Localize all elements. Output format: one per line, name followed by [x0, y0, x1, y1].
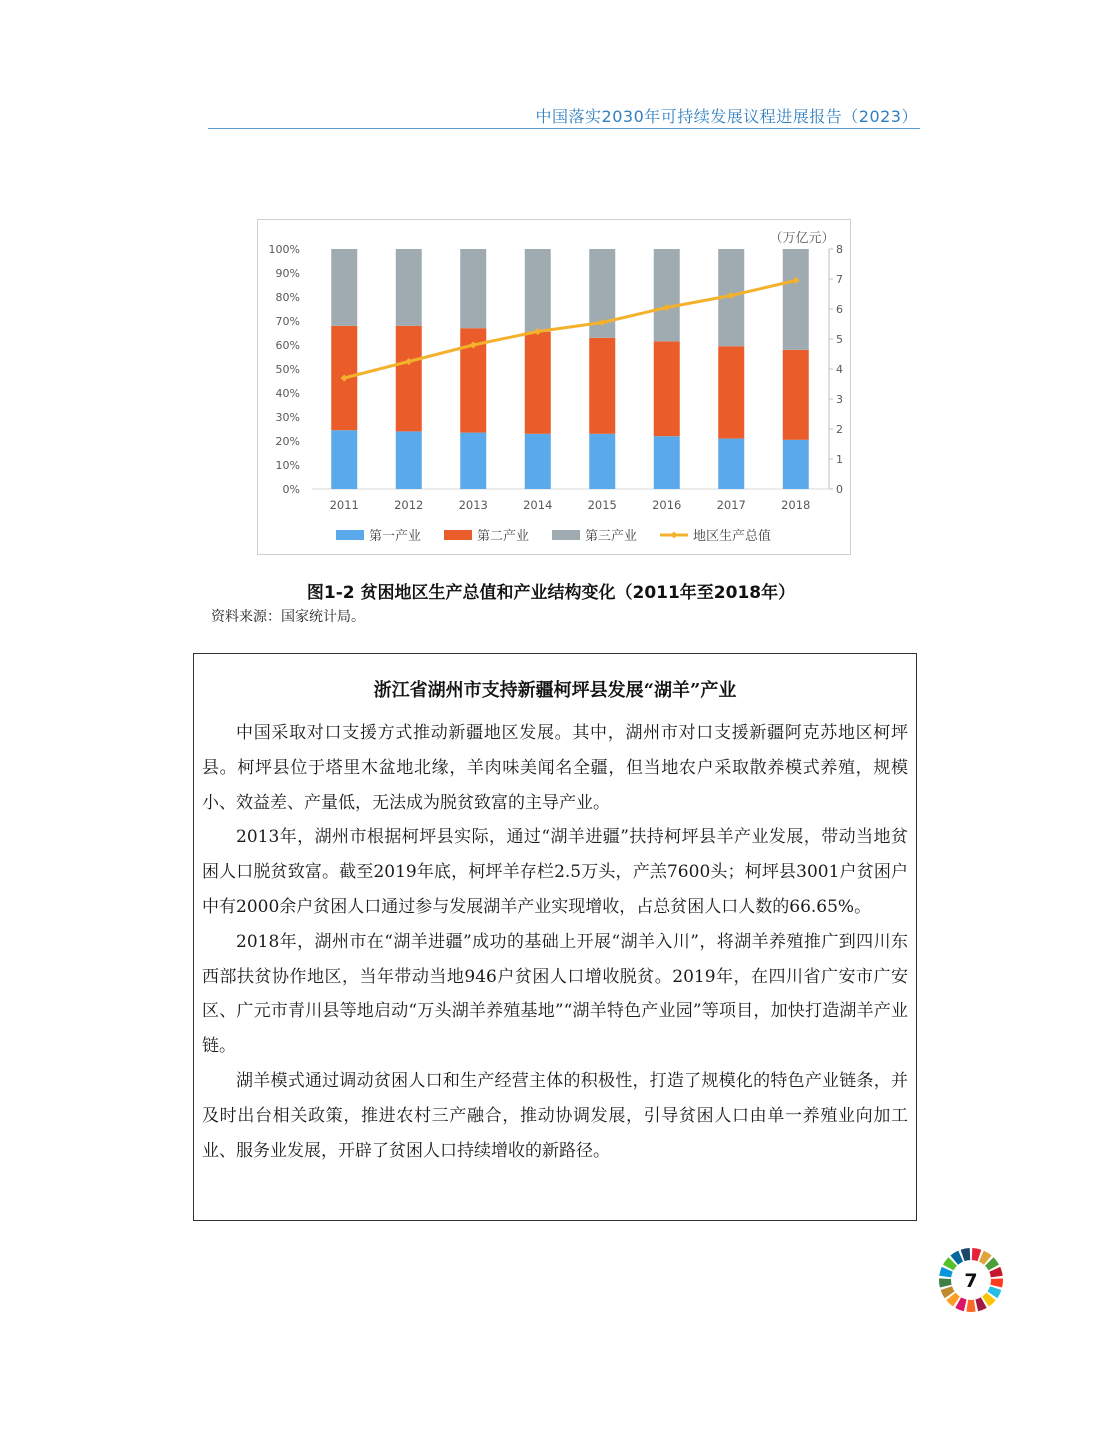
bar-segment-1: [331, 430, 357, 489]
bar-segment-1: [783, 440, 809, 489]
right-axis-tick-label: 2: [836, 423, 843, 436]
case-paragraph: 中国采取对口支援方式推动新疆地区发展。其中，湖州市对口支援新疆阿克苏地区柯坪县。柯坪县位于塔里木盆地北缘，羊肉味美闻名全疆，但当地农户采取散养模式养殖，规模小、效益差、产量低，无法成为脱贫致富的主导产业。: [202, 723, 908, 813]
right-axis-tick-label: 0: [836, 483, 843, 496]
legend-label: 第三产业: [585, 529, 638, 544]
left-axis-tick-label: 60%: [275, 339, 300, 352]
bar-segment-1: [460, 433, 486, 489]
case-study-box: [193, 653, 917, 1221]
bar-segment-2: [525, 332, 551, 434]
x-axis-tick-label: 2012: [394, 498, 424, 512]
x-axis-tick-label: 2016: [652, 498, 682, 512]
case-paragraph: 2013年，湖州市根据柯坪县实际，通过“湖羊进疆”扶持柯坪县羊产业发展，带动当地贫困人口脱贫致富。截至2019年底，柯坪羊存栏2.5万头，产羔7600头；柯坪县3001户贫困户中有2000余户贫困人口通过参与发展湖羊产业实现增收，占总贫困人口人数的66.65%。: [202, 827, 908, 917]
left-axis-tick-label: 40%: [275, 387, 300, 400]
left-axis-tick-label: 20%: [275, 435, 300, 448]
right-axis-tick-label: 4: [836, 363, 843, 376]
legend-label: 地区生产总值: [693, 529, 772, 544]
case-study-body: [202, 716, 908, 1168]
chart-frame: [257, 219, 851, 555]
case-study-title: 浙江省湖州市支持新疆柯坪县发展“湖羊”产业: [373, 680, 737, 701]
legend-label: 第一产业: [369, 529, 422, 544]
x-axis-tick-label: 2017: [716, 498, 746, 512]
case-paragraph: 湖羊模式通过调动贫困人口和生产经营主体的积极性，打造了规模化的特色产业链条，并及时出台相关政策，推进农村三产融合，推动协调发展，引导贫困人口由单一养殖业向加工业、服务业发展，开辟了贫困人口持续增收的新路径。: [202, 1070, 908, 1161]
bar-segment-1: [525, 434, 551, 489]
bar-segment-2: [396, 326, 422, 432]
legend-swatch-3: [552, 530, 580, 540]
right-axis-tick-label: 3: [836, 393, 843, 406]
bar-segment-3: [783, 249, 809, 350]
legend-swatch-1: [336, 530, 364, 540]
left-axis-tick-label: 90%: [275, 267, 300, 280]
right-axis-tick-label: 5: [836, 333, 843, 346]
bar-segment-2: [783, 350, 809, 440]
sdg-wheel-segment: [972, 1248, 982, 1261]
sdg-wheel-page-badge: [938, 1247, 1004, 1313]
bar-segment-3: [331, 249, 357, 326]
bar-segment-2: [718, 346, 744, 438]
left-axis-tick-label: 80%: [275, 291, 300, 304]
right-axis-tick-label: 6: [836, 303, 843, 316]
bar-segment-3: [396, 249, 422, 326]
running-header-title: 中国落实2030年可持续发展议程进展报告（2023）: [535, 107, 918, 126]
sdg-wheel-segment: [990, 1278, 1003, 1287]
x-axis-tick-label: 2013: [458, 498, 488, 512]
sdg-wheel-segment: [966, 1300, 975, 1312]
left-axis-tick-label: 30%: [275, 411, 300, 424]
left-axis-tick-label: 10%: [275, 459, 300, 472]
legend-swatch-marker: [671, 532, 678, 539]
bar-segment-3: [460, 249, 486, 328]
x-axis-tick-label: 2015: [587, 498, 617, 512]
figure-caption: 图1-2 贫困地区生产总值和产业结构变化（2011年至2018年）: [306, 583, 796, 603]
bar-segment-2: [654, 341, 680, 436]
right-axis-tick-label: 7: [836, 273, 843, 286]
gdp-industry-structure-chart: [258, 220, 852, 556]
case-paragraph: 2018年，湖州市在“湖羊进疆”成功的基础上开展“湖羊入川”，将湖羊养殖推广到四川东西部扶贫协作地区，当年带动当地946户贫困人口增收脱贫。2019年，在四川省广安市广安区、广元市青川县等地启动“万头湖羊养殖基地”“湖羊特色产业园”等项目，加快打造湖羊产业链。: [202, 931, 908, 1057]
x-axis-tick-label: 2011: [329, 498, 359, 512]
header-rule: [208, 128, 920, 129]
bar-segment-2: [589, 338, 615, 434]
bar-segment-1: [718, 439, 744, 489]
x-axis-tick-label: 2018: [781, 498, 811, 512]
bar-segment-1: [589, 434, 615, 489]
page-number: 7: [964, 1270, 978, 1292]
sdg-wheel-segment: [939, 1278, 952, 1287]
right-axis-unit-label: （万亿元）: [769, 231, 835, 246]
left-axis-tick-label: 100%: [268, 243, 300, 256]
right-axis-tick-label: 1: [836, 453, 843, 466]
bar-segment-1: [396, 431, 422, 489]
figure-source: 资料来源：国家统计局。: [211, 609, 365, 625]
x-axis-tick-label: 2014: [523, 498, 553, 512]
left-axis-tick-label: 70%: [275, 315, 300, 328]
legend-label: 第二产业: [477, 529, 530, 544]
bar-segment-3: [654, 249, 680, 341]
bar-segment-3: [525, 249, 551, 332]
right-axis-tick-label: 8: [836, 243, 843, 256]
left-axis-tick-label: 0%: [282, 483, 300, 496]
left-axis-tick-label: 50%: [275, 363, 300, 376]
legend-swatch-2: [444, 530, 472, 540]
bar-segment-1: [654, 436, 680, 489]
sdg-wheel-segment: [961, 1248, 971, 1261]
